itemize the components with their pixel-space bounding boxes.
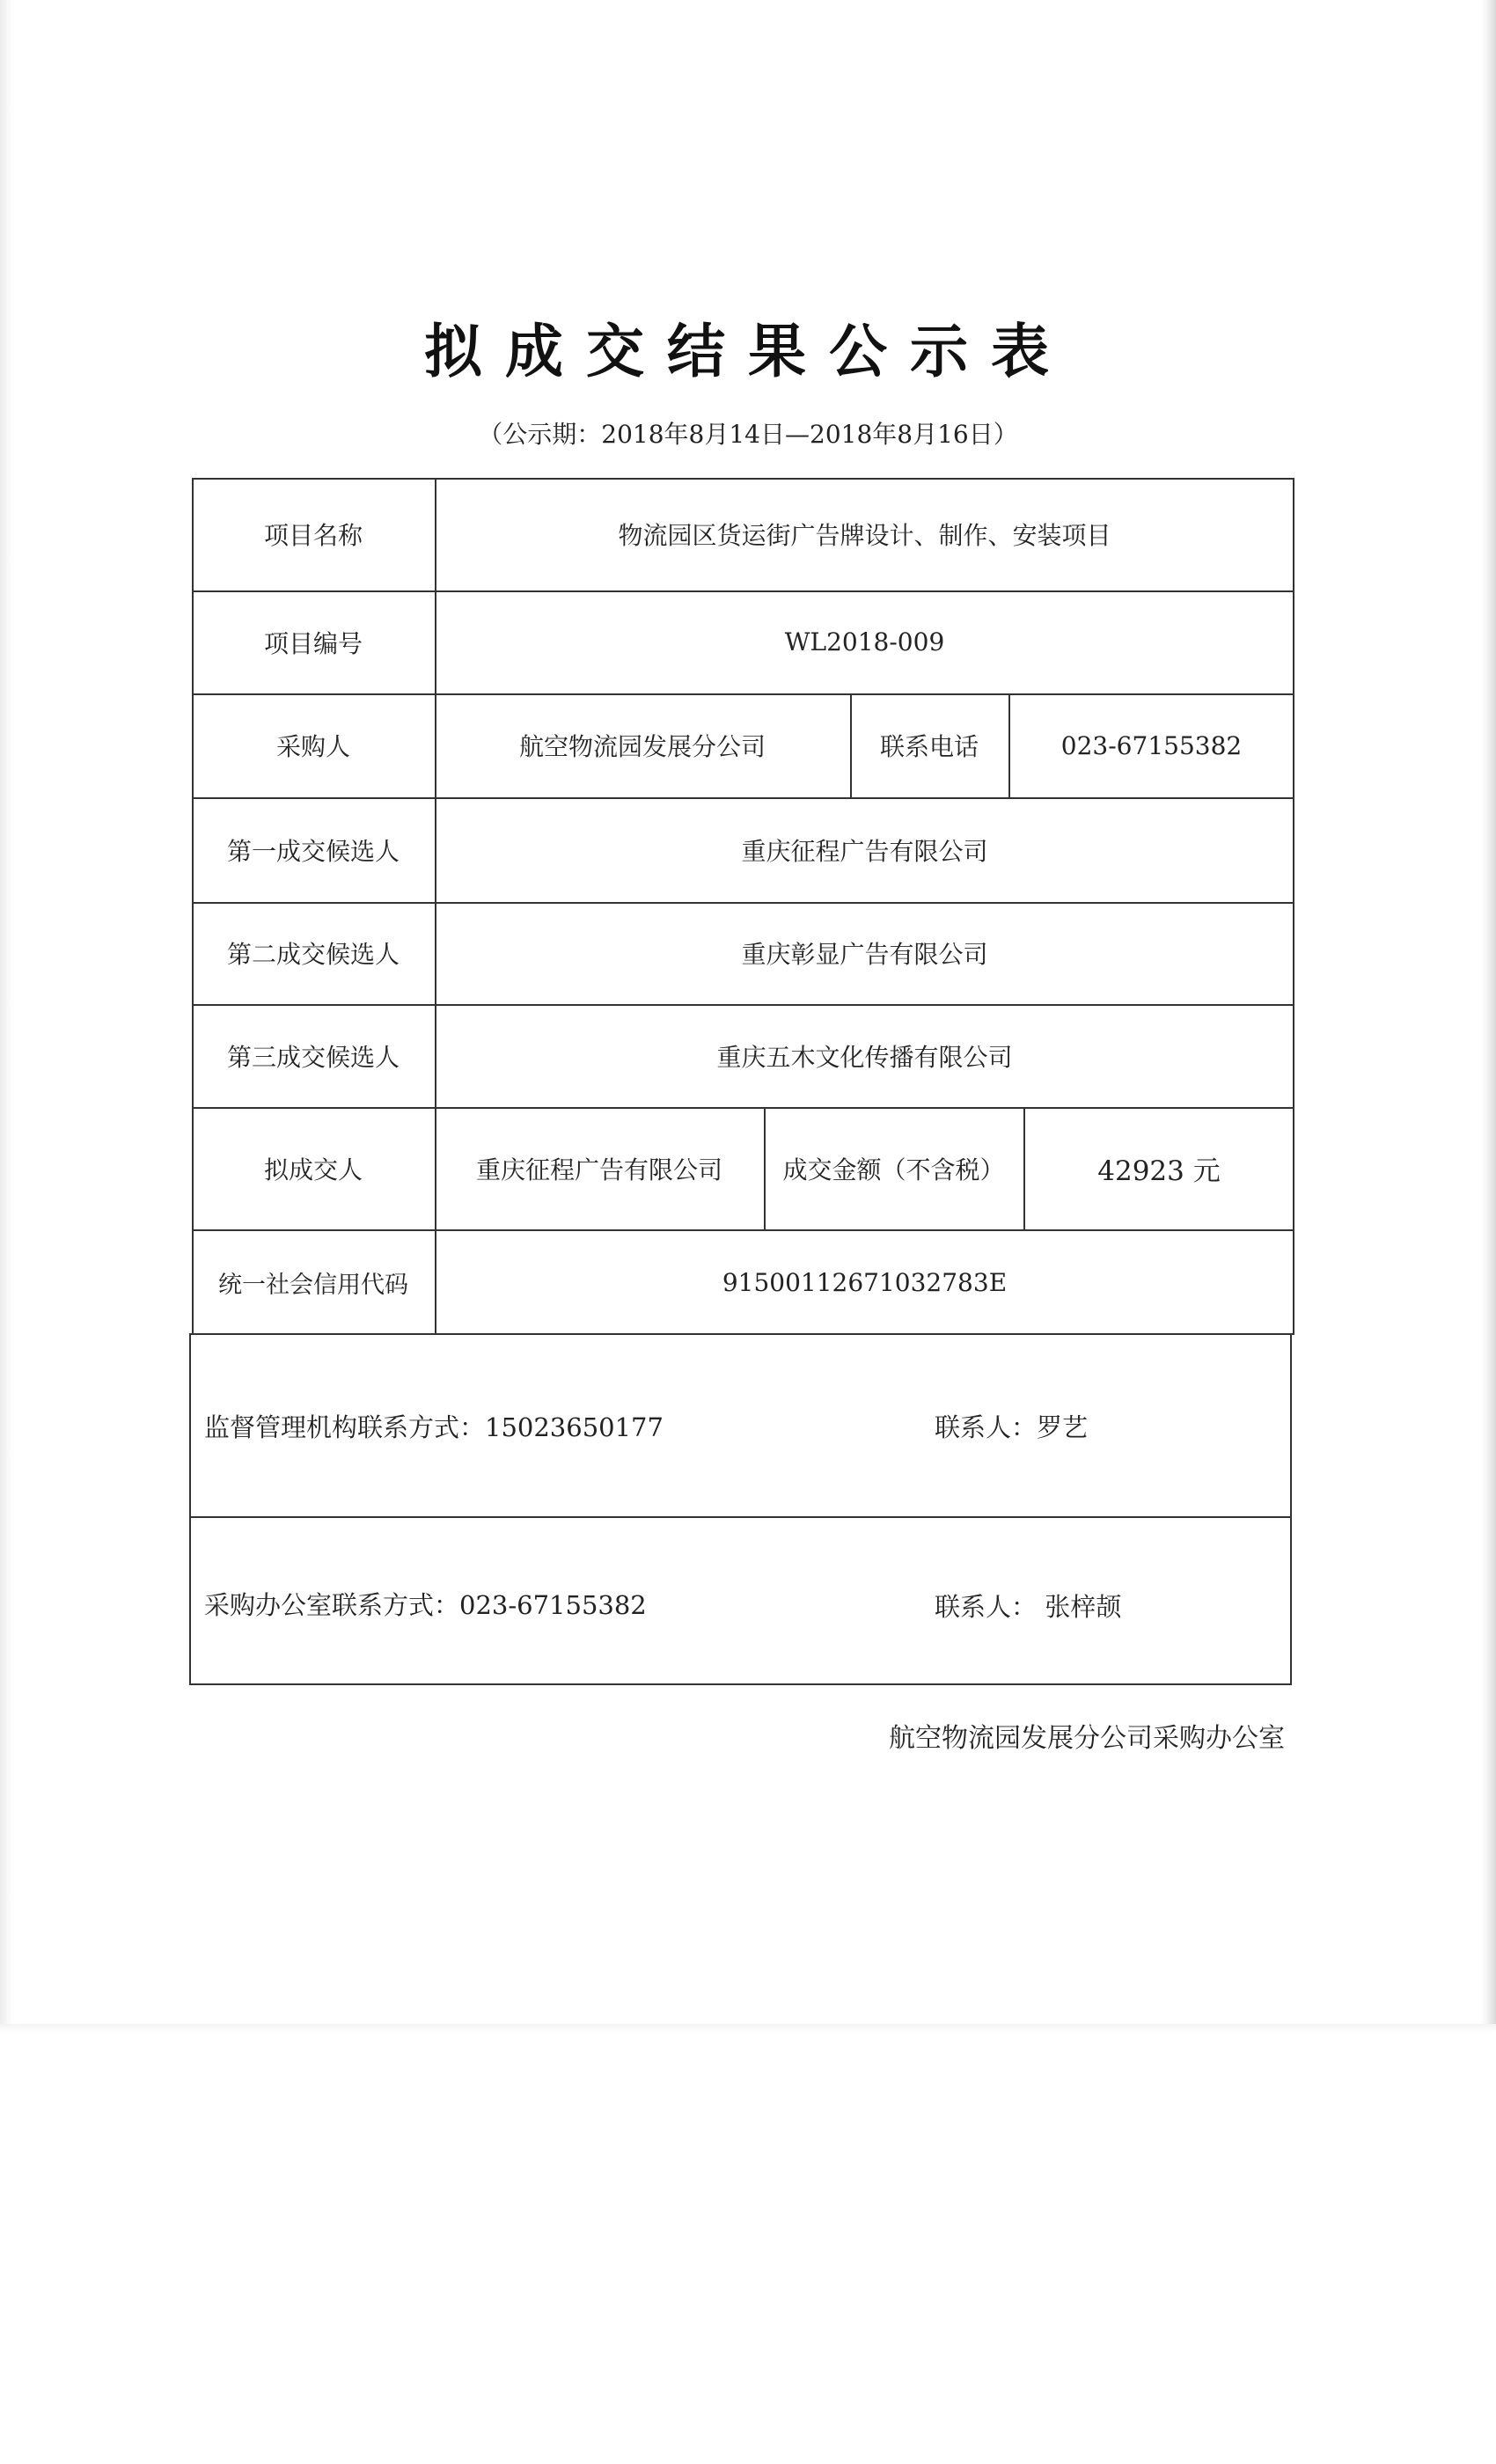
winner-label: 拟成交人 bbox=[263, 1155, 363, 1184]
publicity-period: （公示期：2018年8月14日—2018年8月16日） bbox=[478, 420, 1018, 449]
credit-code-value: 91500112671032783E bbox=[722, 1267, 1008, 1297]
amount-value: 42923 元 bbox=[1097, 1155, 1221, 1187]
project-no-value: WL2018-009 bbox=[784, 627, 945, 656]
credit-code-label: 统一社会信用代码 bbox=[218, 1271, 408, 1299]
candidate2-label: 第二成交候选人 bbox=[226, 940, 400, 969]
project-name-value: 物流园区货运街广告牌设计、制作、安装项目 bbox=[618, 521, 1111, 550]
scan-bottom-edge bbox=[0, 2024, 1496, 2033]
purchaser-label: 采购人 bbox=[275, 732, 350, 761]
project-no-label: 项目编号 bbox=[263, 628, 363, 658]
contact-box bbox=[189, 1333, 1292, 1685]
candidate3-label: 第三成交候选人 bbox=[226, 1042, 400, 1072]
winner-value: 重庆征程广告有限公司 bbox=[475, 1155, 722, 1184]
issuer-footer: 航空物流园发展分公司采购办公室 bbox=[889, 1723, 1285, 1754]
candidate1-label: 第一成交候选人 bbox=[226, 836, 400, 866]
procurement-contact-person: 联系人： 张梓颉 bbox=[935, 1592, 1122, 1622]
contact-divider bbox=[189, 1516, 1292, 1518]
supervision-contact-person: 联系人：罗艺 bbox=[935, 1412, 1089, 1442]
project-name-label: 项目名称 bbox=[263, 521, 363, 550]
candidate3-value: 重庆五木文化传播有限公司 bbox=[716, 1042, 1013, 1072]
candidate2-value: 重庆彰显广告有限公司 bbox=[741, 940, 988, 969]
procurement-contact-info: 采购办公室联系方式：023-67155382 bbox=[204, 1590, 647, 1620]
phone-value: 023-67155382 bbox=[1060, 730, 1243, 760]
purchaser-value: 航空物流园发展分公司 bbox=[518, 732, 766, 761]
amount-label: 成交金额（不含税） bbox=[782, 1155, 1005, 1184]
supervision-contact-info: 监督管理机构联系方式：15023650177 bbox=[204, 1412, 664, 1442]
candidate1-value: 重庆征程广告有限公司 bbox=[741, 836, 988, 866]
phone-label: 联系电话 bbox=[879, 732, 979, 761]
document-title: 拟成交结果公示表 bbox=[424, 318, 1072, 385]
